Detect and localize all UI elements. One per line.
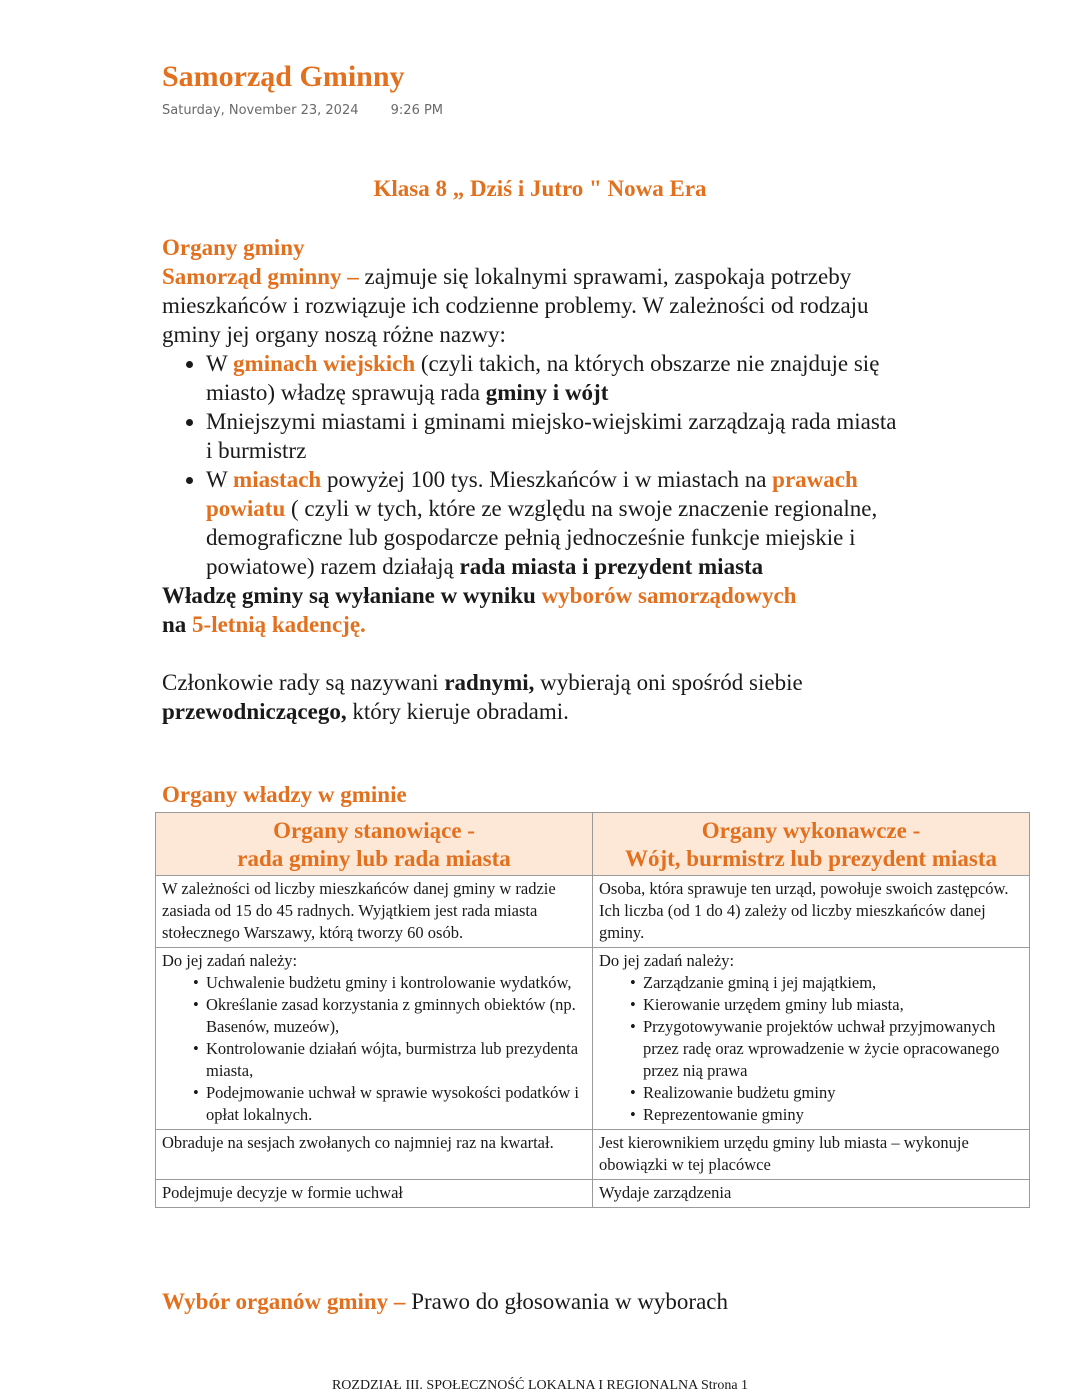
table-cell: Obraduje na sesjach zwołanych co najmniej raz na kwartał. xyxy=(156,1130,593,1180)
table-cell xyxy=(156,948,593,1130)
elections-paragraph xyxy=(162,581,902,639)
table-row xyxy=(156,876,1030,948)
organs-list xyxy=(162,349,902,581)
table-header-row xyxy=(156,813,1030,876)
text: W xyxy=(206,351,234,376)
table-row xyxy=(156,1180,1030,1208)
council-paragraph xyxy=(162,668,902,726)
list-item: • Mniejszymi miastami i gminami miejsko-wiejskimi zarządzają rada miasta i burmistrz xyxy=(206,407,902,465)
table-cell: W zależności od liczby mieszkańców danej gminy w radzie zasiada od 15 do 45 radnych. Wyjątkiem jest rada miasta stołecznego Warszawy, którą tworzy 60 osób. xyxy=(156,876,593,948)
text: Członkowie rady są nazywani xyxy=(162,670,445,695)
tasks-list xyxy=(599,972,1023,1126)
text: który kieruje obradami. xyxy=(346,699,569,724)
election-term: Wybór organów gminy – xyxy=(162,1289,406,1314)
list-item: • Kierowanie urzędem gminy lub miasta, xyxy=(643,994,1023,1016)
bold-text: gminy i wójt xyxy=(485,380,609,405)
header-line: rada gminy lub rada miasta xyxy=(237,846,511,871)
text: wybierają oni spośród siebie xyxy=(534,670,803,695)
intro-text: zajmuje się lokalnymi sprawami, zaspokaja potrzeby mieszkańców i rozwiązuje ich codzienne problemy. W zależności od rodzaju gminy jej organy noszą różne nazwy: xyxy=(162,264,869,347)
page-footer: ROZDZIAŁ III. SPOŁECZNOŚĆ LOKALNA I REGIONALNA Strona 1 xyxy=(331,1378,749,1393)
intro-term: Samorząd gminny – xyxy=(162,264,359,289)
header-line: Organy wykonawcze - xyxy=(701,818,921,843)
term-gminy-wiejskie: gminach wiejskich xyxy=(233,351,416,376)
page-time: 9:26 PM xyxy=(390,103,444,118)
table-row xyxy=(156,1130,1030,1180)
text: (czyli takich, na których obszarze nie znajduje się miasto) władzę sprawują rada xyxy=(206,351,880,405)
list-item xyxy=(206,349,902,407)
tasks-intro: Do jej zadań należy: xyxy=(599,951,735,970)
table-cell: Osoba, która sprawuje ten urząd, powołuje swoich zastępców. Ich liczba (od 1 do 4) zależy od liczby mieszkańców danej gminy. xyxy=(593,876,1030,948)
bold-text: przewodniczącego, xyxy=(162,699,347,724)
page-date: Saturday, November 23, 2024 xyxy=(162,103,359,118)
intro-paragraph xyxy=(162,262,902,349)
text: Władzę gminy są wyłaniane w wyniku xyxy=(162,583,542,608)
page-metadata xyxy=(162,103,443,118)
table-cell xyxy=(593,948,1030,1130)
header-line: Organy stanowiące - xyxy=(273,818,475,843)
section-heading-organy-gminy: Organy gminy xyxy=(162,235,305,260)
term-wybory: wyborów samorządowych xyxy=(541,583,797,608)
list-item: • Realizowanie budżetu gminy xyxy=(643,1082,1023,1104)
tasks-list xyxy=(162,972,586,1126)
list-item: • Kontrolowanie działań wójta, burmistrza lub prezydenta miasta, xyxy=(206,1038,586,1082)
main-content xyxy=(162,233,902,726)
list-item: • Zarządzanie gminą i jej majątkiem, xyxy=(643,972,1023,994)
bold-text: radnymi, xyxy=(444,670,535,695)
election-text: Prawo do głosowania w wyborach xyxy=(405,1289,729,1314)
text: ( czyli w tych, które ze względu na swoje znaczenie regionalne, demograficzne lub gospodarcze pełnią jednocześnie funkcje miejskie i powiatowe) razem działają xyxy=(206,496,878,579)
table-cell: Podejmuje decyzje w formie uchwał xyxy=(156,1180,593,1208)
election-line xyxy=(162,1289,728,1315)
term-miasta: miastach xyxy=(233,467,322,492)
bold-text: rada miasta i prezydent miasta xyxy=(459,554,764,579)
table-row xyxy=(156,948,1030,1130)
text: W xyxy=(206,467,234,492)
tasks-intro: Do jej zadań należy: xyxy=(162,951,298,970)
table-cell: Jest kierownikiem urzędu gminy lub miasta – wykonuje obowiązki w tej placówce xyxy=(593,1130,1030,1180)
list-item: • Uchwalenie budżetu gminy i kontrolowanie wydatków, xyxy=(206,972,586,994)
term-kadencja: 5-letnią kadencję. xyxy=(192,612,366,637)
list-item: • Określanie zasad korzystania z gminnych obiektów (np. Basenów, muzeów), xyxy=(206,994,586,1038)
header-line: Wójt, burmistrz lub prezydent miasta xyxy=(624,846,998,871)
column-header-wykonawcze xyxy=(593,813,1030,876)
list-item: • Reprezentowanie gminy xyxy=(643,1104,1023,1126)
table-cell: Wydaje zarządzenia xyxy=(593,1180,1030,1208)
subtitle: Klasa 8 „ Dziś i Jutro " Nowa Era xyxy=(373,176,707,201)
page-title: Samorząd Gminny xyxy=(162,60,405,93)
text: na xyxy=(162,612,193,637)
term-prawa-powiatu: prawach powiatu xyxy=(206,467,858,521)
list-item: • Podejmowanie uchwał w sprawie wysokości podatków i opłat lokalnych. xyxy=(206,1082,586,1126)
table-title: Organy władzy w gminie xyxy=(162,782,407,807)
list-item: • Przygotowywanie projektów uchwał przyjmowanych przez radę oraz wprowadzenie w życie opracowanego przez nią prawa xyxy=(643,1016,1023,1082)
list-item xyxy=(206,465,902,581)
organs-table xyxy=(155,812,1030,1208)
text: powyżej 100 tys. Mieszkańców i w miastach na xyxy=(321,467,773,492)
column-header-stanowiace xyxy=(156,813,593,876)
